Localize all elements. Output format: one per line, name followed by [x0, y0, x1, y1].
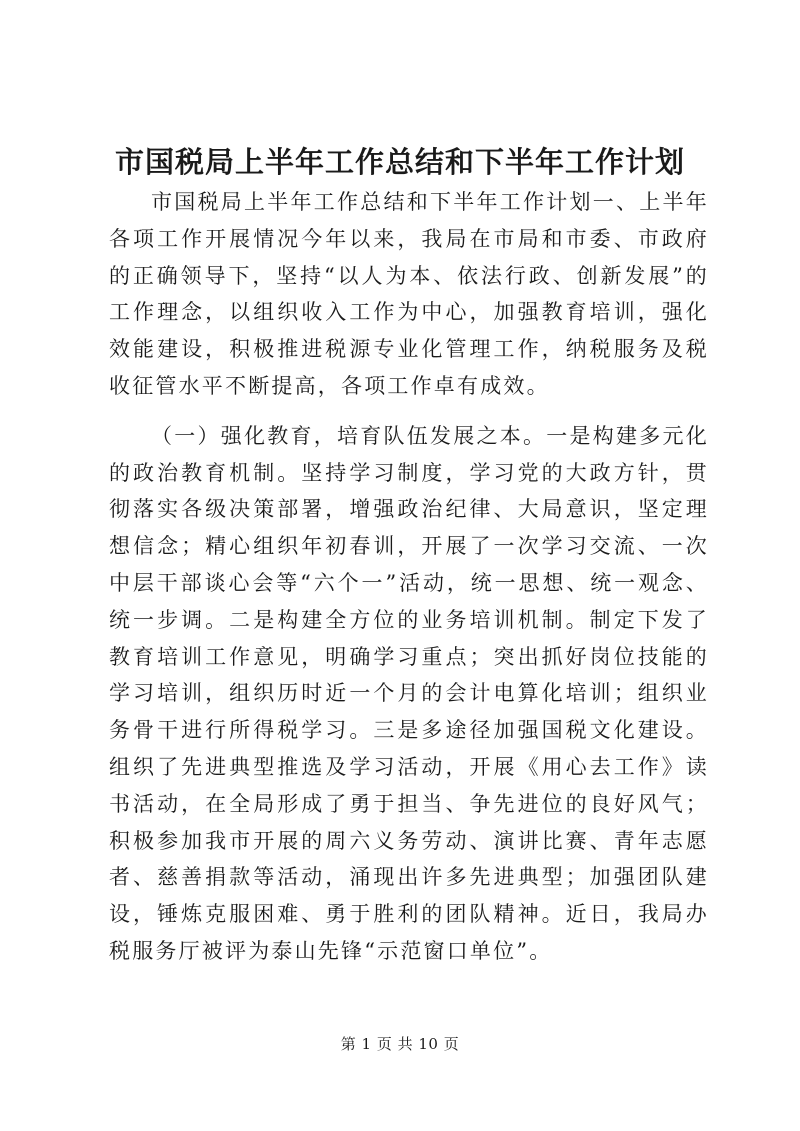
document-title: 市国税局上半年工作总结和下半年工作计划: [114, 145, 685, 179]
paragraph-intro: 市国税局上半年工作总结和下半年工作计划一、上半年各项工作开展情况今年以来，我局在市局和市委、市政府的正确领导下，坚持“以人为本、依法行政、创新发展”的工作理念，以组织收入工作为中心，加强教育培训，强化效能建设，积极推进税源专业化管理工作，纳税服务及税收征管水平不断提高，各项工作卓有成效。: [109, 190, 709, 398]
paragraph-education: （一）强化教育，培育队伍发展之本。一是构建多元化的政治教育机制。坚持学习制度，学习党的大政方针，贯彻落实各级决策部署，增强政治纪律、大局意识，坚定理想信念；精心组织年初春训，开展了一次学习交流、一次中层干部谈心会等“六个一”活动，统一思想、统一观念、统一步调。二是构建全方位的业务培训机制。制定下发了教育培训工作意见，明确学习重点；突出抓好岗位技能的学习培训，组织历时近一个月的会计电算化培训；组织业务骨干进行所得税学习。三是多途径加强国税文化建设。组织了先进典型推选及学习活动，开展《用心去工作》读书活动，在全局形成了勇于担当、争先进位的良好风气；积极参加我市开展的周六义务劳动、演讲比赛、青年志愿者、慈善捐款等活动，涌现出许多先进典型；加强团队建设，锤炼克服困难、勇于胜利的团队精神。近日，我局办税服务厅被评为泰山先锋“示范窗口单位”。: [109, 423, 709, 963]
page-number-footer: 第 1 页 共 10 页: [340, 1035, 460, 1053]
document-body: [109, 184, 709, 970]
